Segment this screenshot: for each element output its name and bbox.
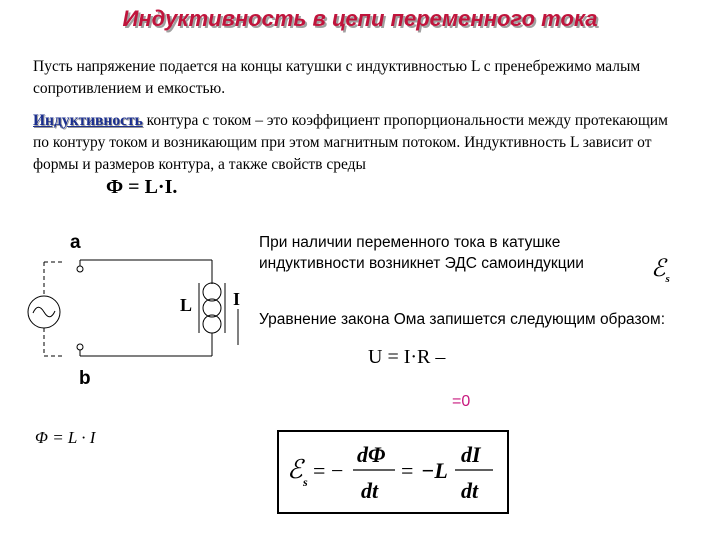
emf-text: При наличии переменного тока в катушке индуктивности возникнет ЭДС самоиндукции: [259, 234, 584, 272]
emf-eq-lhs: ℰ: [287, 455, 303, 484]
ohm-equation: U = I·R –: [368, 346, 446, 368]
emf-eq-sub: s: [303, 475, 308, 489]
emf-eq-num-1: dΦ: [357, 442, 386, 467]
zero-note: =0: [452, 393, 471, 410]
flux-formula-italic: Φ = L · I: [35, 428, 96, 447]
emf-eq-equals-2: =: [401, 458, 414, 483]
page-title: Индуктивность в цепи переменного тока: [122, 6, 598, 31]
emf-eq-equals-1: =: [313, 458, 326, 483]
current-label: I: [233, 289, 241, 309]
emf-eq-num-2: dI: [461, 442, 481, 467]
terminal-b-label: b: [79, 368, 91, 389]
terminal-a-label: a: [70, 232, 81, 253]
terminal-a-dot: [77, 266, 83, 272]
inductor-coil: [199, 283, 225, 333]
intro-paragraph: Пусть напряжение подается на концы катушки с индуктивностью L с пренебрежимо малым сопротивлением и емкостью.: [33, 58, 641, 97]
ac-source-wave: [33, 307, 55, 317]
terminal-b-dot: [77, 344, 83, 350]
flux-formula: Ф = L·I.: [106, 176, 178, 198]
emf-eq-den-1: dt: [361, 478, 379, 503]
ohm-text: Уравнение закона Ома запишется следующим образом:: [259, 311, 666, 328]
emf-equation: [277, 430, 509, 514]
inductor-label: L: [180, 295, 193, 315]
definition-text: контура с током – это коэффициент пропорциональности между протекающим по контуру током и возникающим при этом магнитным потоком. Индуктивность L зависит от формы и размеров контура, а также свойств среды: [33, 112, 668, 173]
emf-eq-minus-1: −: [331, 458, 344, 483]
emf-eq-minus-L: −L: [421, 458, 448, 483]
emf-symbol: ℰ$_s$: [651, 256, 670, 285]
definition-term: Индуктивность: [33, 112, 143, 129]
emf-eq-den-2: dt: [461, 478, 479, 503]
